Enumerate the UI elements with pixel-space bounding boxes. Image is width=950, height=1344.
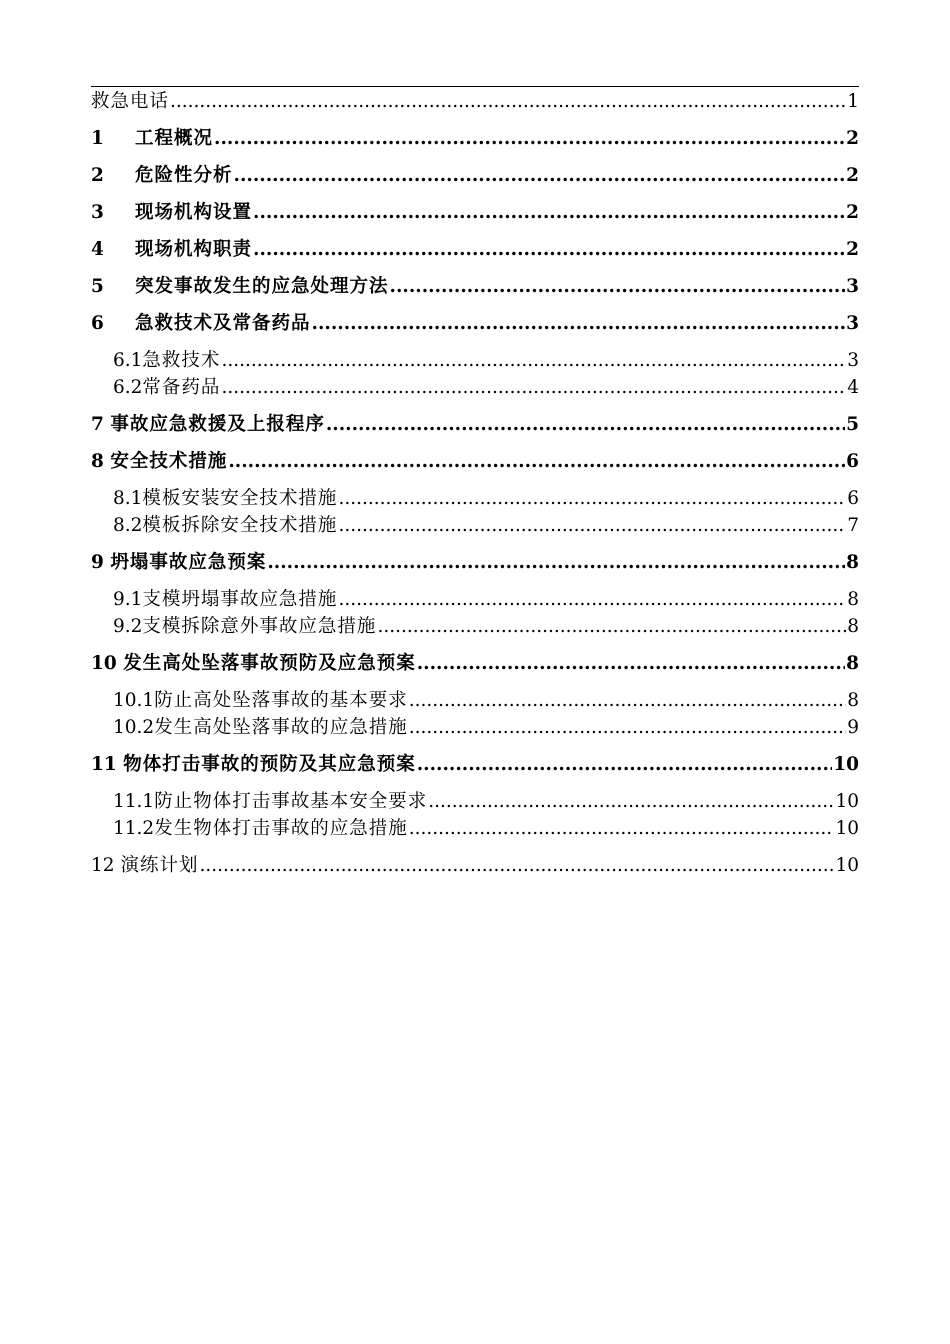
toc-entry-title: 防止物体打击事故基本安全要求 [154,791,428,812]
toc-entry-9[interactable] [91,549,859,576]
toc-entry-number: 11 [91,754,117,775]
toc-entry-number: 1 [91,128,104,149]
toc-entry-2[interactable] [91,162,859,189]
toc-leader [409,714,847,741]
toc-entry-title: 急救技术及常备药品 [135,313,311,334]
toc-leader [170,88,846,115]
toc-entry-title: 支模坍塌事故应急措施 [142,589,338,610]
toc-entry-number: 6.1 [113,350,143,371]
toc-entry-title: 演练计划 [120,855,199,876]
toc-leader [417,751,833,778]
toc-leader [338,485,846,512]
toc-entry-title: 坍塌事故应急预案 [110,552,267,573]
toc-entry-3[interactable] [91,199,859,226]
toc-entry-title: 急救技术 [142,350,221,371]
toc-entry-number: 9 [91,552,104,573]
toc-leader [221,347,846,374]
toc-entry-number: 9.1 [113,589,143,610]
toc-entry-page: 8 [846,552,859,573]
toc-entry-1[interactable] [91,125,859,152]
toc-leader [228,448,845,475]
toc-leader [390,273,846,300]
toc-entry-title: 支模拆除意外事故应急措施 [142,616,377,637]
toc-leader [409,687,847,714]
toc-entry-number: 12 [91,855,115,876]
toc-entry-8-2[interactable] [91,512,859,539]
toc-leader [253,199,845,226]
toc-entry-title: 危险性分析 [135,165,233,186]
toc-entry-page: 5 [846,414,859,435]
toc-entry-number: 11.1 [113,791,155,812]
toc-entry-number: 2 [91,165,104,186]
toc-entry-10-2[interactable] [91,714,859,741]
toc-entry-number: 4 [91,239,104,260]
toc-entry-title: 安全技术措施 [110,451,228,472]
toc-entry-title: 模板安装安全技术措施 [142,488,338,509]
toc-entry-9-1[interactable] [91,586,859,613]
toc-entry-11-2[interactable] [91,815,859,842]
toc-entry-number: 6.2 [113,377,143,398]
toc-entry-12[interactable] [91,852,859,879]
toc-entry-title: 工程概况 [135,128,214,149]
toc-leader [214,125,845,152]
toc-entry-page: 8 [847,616,859,637]
toc-entry-5[interactable] [91,273,859,300]
toc-entry-page: 8 [847,690,859,711]
toc-entry-9-2[interactable] [91,613,859,640]
toc-entry-6-2[interactable] [91,374,859,401]
toc-leader [338,512,846,539]
toc-entry-number: 10.2 [113,717,155,738]
toc-entry-10-1[interactable] [91,687,859,714]
toc-entry-number: 8.1 [113,488,143,509]
toc-entry-title: 救急电话 [91,91,170,112]
toc-entry-number: 10.1 [113,690,155,711]
toc-entry-page: 6 [846,451,859,472]
toc-leader [377,613,846,640]
toc-entry-6-1[interactable] [91,347,859,374]
toc-entry-number: 3 [91,202,104,223]
toc-leader [253,236,845,263]
toc-entry-page: 2 [846,165,859,186]
toc-entry-11[interactable] [91,751,859,778]
toc-entry-number: 8.2 [113,515,143,536]
toc-entry-8-1[interactable] [91,485,859,512]
toc-entry-page: 6 [847,488,859,509]
toc-entry-page: 2 [846,239,859,260]
toc-entry-title: 模板拆除安全技术措施 [142,515,338,536]
toc-entry-title: 发生高处坠落事故的应急措施 [154,717,408,738]
toc-leader [428,788,834,815]
toc-entry-number: 7 [91,414,104,435]
toc-entry-4[interactable] [91,236,859,263]
toc-entry-number: 8 [91,451,104,472]
toc-leader [312,310,846,337]
toc-entry-page: 3 [847,350,859,371]
toc-entry-title: 发生高处坠落事故预防及应急预案 [123,653,416,674]
toc-entry-page: 2 [846,128,859,149]
toc-entry-emergency-phone[interactable] [91,88,859,115]
toc-entry-title: 物体打击事故的预防及其应急预案 [123,754,416,775]
toc-entry-number: 6 [91,313,104,334]
toc-leader [267,549,845,576]
toc-entry-title: 突发事故发生的应急处理方法 [135,276,389,297]
toc-entry-title: 事故应急救援及上报程序 [110,414,325,435]
toc-leader [417,650,845,677]
table-of-contents [91,88,859,879]
header-rule [91,86,859,87]
toc-leader [221,374,846,401]
toc-entry-page: 3 [846,313,859,334]
toc-entry-11-1[interactable] [91,788,859,815]
toc-entry-page: 2 [846,202,859,223]
toc-leader [234,162,846,189]
toc-leader [326,411,845,438]
toc-entry-page: 3 [846,276,859,297]
toc-entry-number: 11.2 [113,818,155,839]
toc-entry-page: 10 [835,855,859,876]
toc-entry-title: 发生物体打击事故的应急措施 [154,818,408,839]
toc-entry-page: 7 [847,515,859,536]
toc-entry-page: 10 [835,791,859,812]
toc-entry-page: 9 [847,717,859,738]
toc-leader [409,815,835,842]
toc-entry-number: 10 [91,653,117,674]
toc-entry-8[interactable] [91,448,859,475]
toc-entry-10[interactable] [91,650,859,677]
toc-entry-page: 10 [835,818,859,839]
toc-entry-6[interactable] [91,310,859,337]
toc-entry-title: 现场机构职责 [135,239,253,260]
toc-leader [199,852,834,879]
toc-leader [338,586,846,613]
toc-entry-number: 9.2 [113,616,143,637]
toc-entry-number: 5 [91,276,104,297]
toc-entry-title: 现场机构设置 [135,202,253,223]
toc-entry-page: 1 [847,91,859,112]
toc-entry-7[interactable] [91,411,859,438]
toc-entry-page: 10 [833,754,859,775]
toc-entry-title: 防止高处坠落事故的基本要求 [154,690,408,711]
toc-entry-title: 常备药品 [142,377,221,398]
toc-entry-page: 8 [846,653,859,674]
toc-entry-page: 4 [847,377,859,398]
toc-entry-page: 8 [847,589,859,610]
